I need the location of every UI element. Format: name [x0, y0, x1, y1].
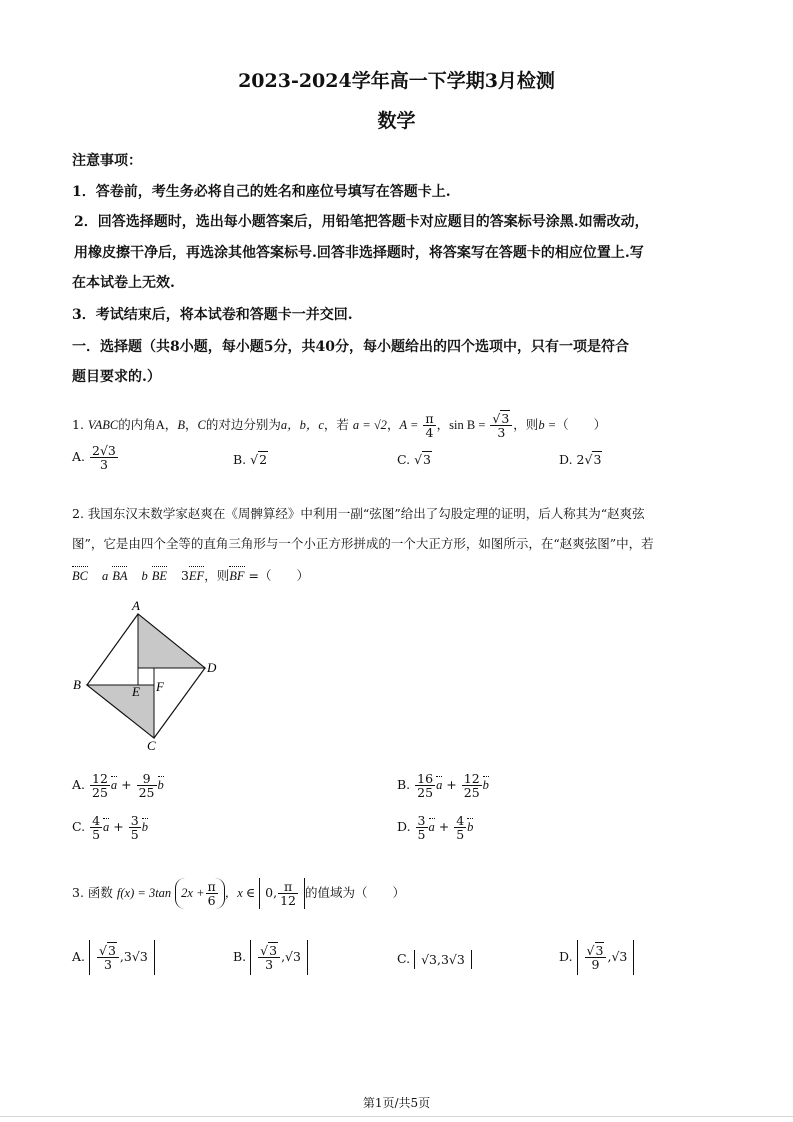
- label-e: E: [132, 684, 140, 699]
- option-value: √3: [584, 452, 602, 467]
- q1-text: 的内角: [118, 417, 156, 433]
- sqrt3-over-3: $\frac{√3}{3}$: [490, 412, 512, 439]
- q3-argument: 2x + $\frac{\pi}{6}$: [175, 878, 225, 909]
- label-c: C: [147, 738, 156, 753]
- vector-ef: EF: [188, 569, 205, 583]
- q1-b-target: b =: [538, 418, 557, 433]
- label-d: D: [207, 660, 217, 675]
- q1-angle-b: B: [177, 418, 185, 433]
- page-number: 第1页/共5页: [362, 1096, 431, 1110]
- q1-A-condition: A =: [399, 418, 419, 433]
- q3-option-a[interactable]: A. $\frac{√3}{3}$ ,3√3: [72, 940, 155, 975]
- q1-a-condition: a = √2: [352, 418, 387, 433]
- question-2-cont: 图”，它是由四个全等的直角三角形与一个小正方形拼成的一个大正方形，如图所示，在“赵爽弦图”中，若: [72, 536, 654, 551]
- notice-item: 在本试卷上无效.: [72, 275, 175, 291]
- q1-option-a[interactable]: A. $\frac{2√3}{3}$: [72, 443, 116, 473]
- notice-item: 1．答卷前，考生务必将自己的姓名和座位号填写在答题卡上.: [72, 184, 451, 200]
- vector-bf: BF: [229, 569, 245, 583]
- q1-option-c[interactable]: C. √3: [397, 452, 431, 467]
- notice-item: 2．回答选择题时，选出每小题答案后，用铅笔把答题卡对应题目的答案标号涂黑.如需改动，: [74, 214, 649, 230]
- option-value: √2: [250, 452, 268, 467]
- q1-option-d[interactable]: D. 2√3: [559, 452, 602, 467]
- q2-condition: BC a BA b BE 3EF，则BF =（ ）: [72, 568, 309, 583]
- shaded-triangle: [138, 614, 205, 668]
- subject-title: 数学: [377, 110, 416, 132]
- q2-option-b[interactable]: B. $\frac{16}{25}$ a + $\frac{12}{25}$ b: [397, 771, 489, 801]
- q2-number: 2.: [72, 506, 84, 521]
- q3-function: f(x) = 3tan: [116, 886, 172, 901]
- option-value: √3: [414, 452, 431, 467]
- vector-bc: BC: [72, 569, 88, 583]
- q1-triangle: VABC: [87, 418, 119, 433]
- exam-title: 2023-2024学年高一下学期3月检测: [238, 70, 555, 92]
- label-a: A: [132, 598, 140, 613]
- q3-option-c[interactable]: C. √3,3√3: [397, 950, 472, 969]
- zhao-shuang-figure: [70, 598, 230, 758]
- section-heading-cont: 题目要求的.）: [72, 369, 161, 385]
- shaded-triangle: [87, 685, 154, 738]
- q1-text: 的对边分别为: [205, 417, 281, 433]
- q1-angle-c: C: [197, 418, 206, 433]
- answer-paren: （ ）: [556, 417, 607, 433]
- q1-number: 1.: [72, 417, 84, 433]
- label-b: B: [73, 677, 81, 692]
- label-f: F: [156, 679, 164, 694]
- q1-text: ，若: [323, 417, 349, 433]
- vector-be: BE: [151, 569, 167, 583]
- section-heading: 一．选择题（共8小题，每小题5分，共40分，每小题给出的四个选项中，只有一项是符合: [72, 339, 629, 355]
- notice-heading: 注意事项：: [72, 153, 142, 169]
- q1-option-b[interactable]: B. √2: [233, 452, 268, 467]
- question-2: [72, 506, 645, 522]
- answer-paren: （ ）: [355, 885, 406, 901]
- q1-sides: a，b，c: [280, 418, 324, 433]
- q3-option-b[interactable]: B. $\frac{√3}{3}$ ,√3: [233, 940, 308, 975]
- bottom-rule: [0, 1116, 793, 1117]
- q3-number: 3.: [72, 885, 84, 901]
- notice-item: 用橡皮擦干净后，再选涂其他答案标号.回答非选择题时，将答案写在答题卡的相应位置上.写: [74, 245, 644, 261]
- q2-option-c[interactable]: C. $\frac{4}{5}$ a + $\frac{3}{5}$ b: [72, 813, 148, 843]
- question-3: 3. 函数 f(x) = 3tan 2x + $\frac{\pi}{6}$ ，x ∈ 0, $\frac{\pi}{12}$ 的值域为（ ）: [72, 879, 406, 909]
- vector-ba: BA: [112, 569, 128, 583]
- q2-text: 我国东汉末数学家赵爽在《周髀算经》中利用一副“弦图”给出了勾股定理的证明，后人称其为“赵爽弦: [87, 506, 645, 521]
- pi-over-4: $\frac{\pi}{4}$: [425, 411, 434, 441]
- option-value: $\frac{2√3}{3}$: [92, 443, 116, 473]
- q2-option-d[interactable]: D. $\frac{3}{5}$ a + $\frac{4}{5}$ b: [397, 813, 474, 843]
- question-1: 1. VABC的内角A，B，C的对边分别为a，b，c，若 a = √2，A = $\frac{\pi}{4}$ ，sin B = $\frac{√3}{3}$ ，则b =（ ）: [72, 411, 607, 441]
- answer-paren: （ ）: [258, 568, 309, 583]
- q3-domain-interval: 0, $\frac{\pi}{12}$: [259, 878, 305, 909]
- notice-item: 3．考试结束后，将本试卷和答题卡一并交回.: [72, 307, 353, 323]
- q2-option-a[interactable]: A. $\frac{12}{25}$ a + $\frac{9}{25}$ b: [72, 771, 164, 801]
- q3-option-d[interactable]: D. $\frac{√3}{9}$ ,√3: [559, 940, 634, 975]
- q1-sin-condition: sin B =: [449, 418, 486, 433]
- q1-angle-a: A: [155, 418, 165, 433]
